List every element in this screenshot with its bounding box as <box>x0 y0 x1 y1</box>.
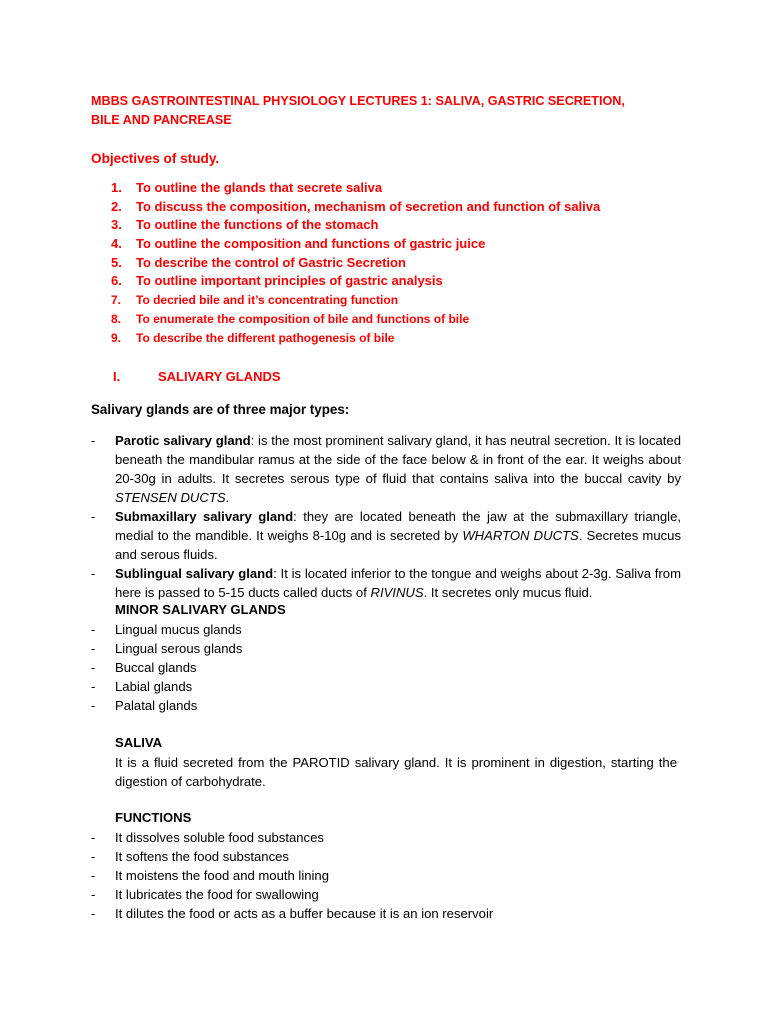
objective-text: To outline the glands that secrete saliva <box>136 180 383 195</box>
list-item <box>91 620 681 639</box>
section-title: SALIVARY GLANDS <box>158 369 281 384</box>
dash-bullet: - <box>91 868 96 883</box>
dash-bullet: - <box>91 849 96 864</box>
function-label: It moistens the food and mouth lining <box>115 868 329 883</box>
section-heading <box>113 368 281 386</box>
list-item <box>91 885 681 904</box>
dash-bullet: - <box>91 433 96 448</box>
minor-gland-label: Palatal glands <box>115 698 198 713</box>
dash-bullet: - <box>91 887 96 902</box>
saliva-heading: SALIVA <box>115 735 163 750</box>
functions-list <box>91 828 681 923</box>
dash-bullet: - <box>91 566 96 581</box>
saliva-paragraph: It is a fluid secreted from the PAROTID salivary gland. It is prominent in digestion, starting the digestion of carbohydrate. <box>115 755 677 789</box>
gland-description: : It is located inferior to the tongue and weighs about 2-3g. Saliva from here is passed to 5-15 ducts called ducts of <box>115 566 681 600</box>
objective-text: To discuss the composition, mechanism of secretion and function of saliva <box>136 198 601 214</box>
objective-text: To describe the control of Gastric Secretion <box>136 254 406 270</box>
function-label: It lubricates the food for swallowing <box>115 887 319 902</box>
objective-text: To outline the composition and functions of gastric juice <box>136 236 486 252</box>
list-item <box>91 564 681 602</box>
gland-name: Sublingual salivary gland <box>115 566 274 581</box>
objective-text: To outline the functions of the stomach <box>136 217 379 233</box>
objective-item <box>111 198 711 217</box>
objective-item <box>111 216 711 235</box>
duct-name: WHARTON DUCTS <box>462 528 579 543</box>
dash-bullet: - <box>91 622 96 637</box>
objective-item <box>111 329 711 348</box>
gland-name: Submaxillary salivary gland <box>115 509 294 524</box>
list-item <box>91 904 681 923</box>
objective-number: 8. <box>111 311 122 326</box>
gland-description-end: . It secretes only mucus fluid. <box>423 585 593 600</box>
dash-bullet: - <box>91 830 96 845</box>
minor-gland-label: Lingual mucus glands <box>115 622 242 637</box>
objective-item <box>111 272 711 291</box>
list-item <box>91 828 681 847</box>
minor-glands-heading: MINOR SALIVARY GLANDS <box>115 602 286 617</box>
dash-bullet: - <box>91 641 96 656</box>
objective-number: 1. <box>111 180 122 195</box>
document-title: MBBS GASTROINTESTINAL PHYSIOLOGY LECTURES 1: SALIVA, GASTRIC SECRETION, BILE AND PANCREASE <box>91 94 625 127</box>
objective-number: 7. <box>111 293 122 308</box>
list-item <box>91 658 681 677</box>
list-item <box>91 639 681 658</box>
gland-name: Parotic salivary gland <box>115 433 251 448</box>
objective-number: 5. <box>111 254 122 270</box>
functions-heading: FUNCTIONS <box>115 810 192 825</box>
objective-item <box>111 310 711 329</box>
objective-number: 9. <box>111 330 122 345</box>
dash-bullet: - <box>91 906 96 921</box>
list-item <box>91 866 681 885</box>
objective-text: To enumerate the composition of bile and functions of bile <box>136 311 470 326</box>
minor-gland-label: Buccal glands <box>115 660 197 675</box>
minor-gland-label: Labial glands <box>115 679 193 694</box>
dash-bullet: - <box>91 660 96 675</box>
objective-text: To describe the different pathogenesis of bile <box>136 330 395 345</box>
list-item <box>91 507 681 564</box>
objectives-list <box>111 179 711 347</box>
dash-bullet: - <box>91 698 96 713</box>
duct-name: RIVINUS <box>370 585 424 600</box>
gland-description: : they are located beneath the jaw at the submaxillary triangle, medial to the mandible. It weighs 8-10g and is secreted by <box>115 509 682 543</box>
list-item <box>91 677 681 696</box>
objective-text: To decried bile and it’s concentrating function <box>136 293 399 308</box>
objective-number: 4. <box>111 236 122 252</box>
gland-description-end: . <box>225 490 230 505</box>
gland-description: : is the most prominent salivary gland, it has neutral secretion. It is located beneath the mandibular ramus at the side of the face below & in front of the ear. It weighs about 20-30g in adults. It secretes serous type of fluid that contains saliva into the buccal cavity by <box>115 433 681 486</box>
objective-item <box>111 291 711 310</box>
dash-bullet: - <box>91 509 96 524</box>
glands-intro: Salivary glands are of three major types: <box>91 402 350 417</box>
objectives-heading: Objectives of study. <box>91 151 220 166</box>
objective-text: To outline important principles of gastric analysis <box>136 273 443 289</box>
major-glands-list <box>91 431 681 602</box>
objective-item <box>111 235 711 254</box>
minor-gland-label: Lingual serous glands <box>115 641 243 656</box>
function-label: It dilutes the food or acts as a buffer because it is an ion reservoir <box>115 906 494 921</box>
objective-item <box>111 179 711 198</box>
duct-name: STENSEN DUCTS <box>115 490 226 505</box>
objective-number: 2. <box>111 198 122 214</box>
list-item <box>91 696 681 715</box>
list-item <box>91 847 681 866</box>
function-label: It softens the food substances <box>115 849 289 864</box>
objective-item <box>111 254 711 273</box>
gland-description-end: . Secretes mucus and serous fluids. <box>115 528 681 562</box>
function-label: It dissolves soluble food substances <box>115 830 324 845</box>
objective-number: 3. <box>111 217 122 233</box>
minor-glands-list <box>91 620 681 715</box>
dash-bullet: - <box>91 679 96 694</box>
section-numeral: I. <box>113 369 121 384</box>
list-item <box>91 431 681 507</box>
objective-number: 6. <box>111 273 122 289</box>
